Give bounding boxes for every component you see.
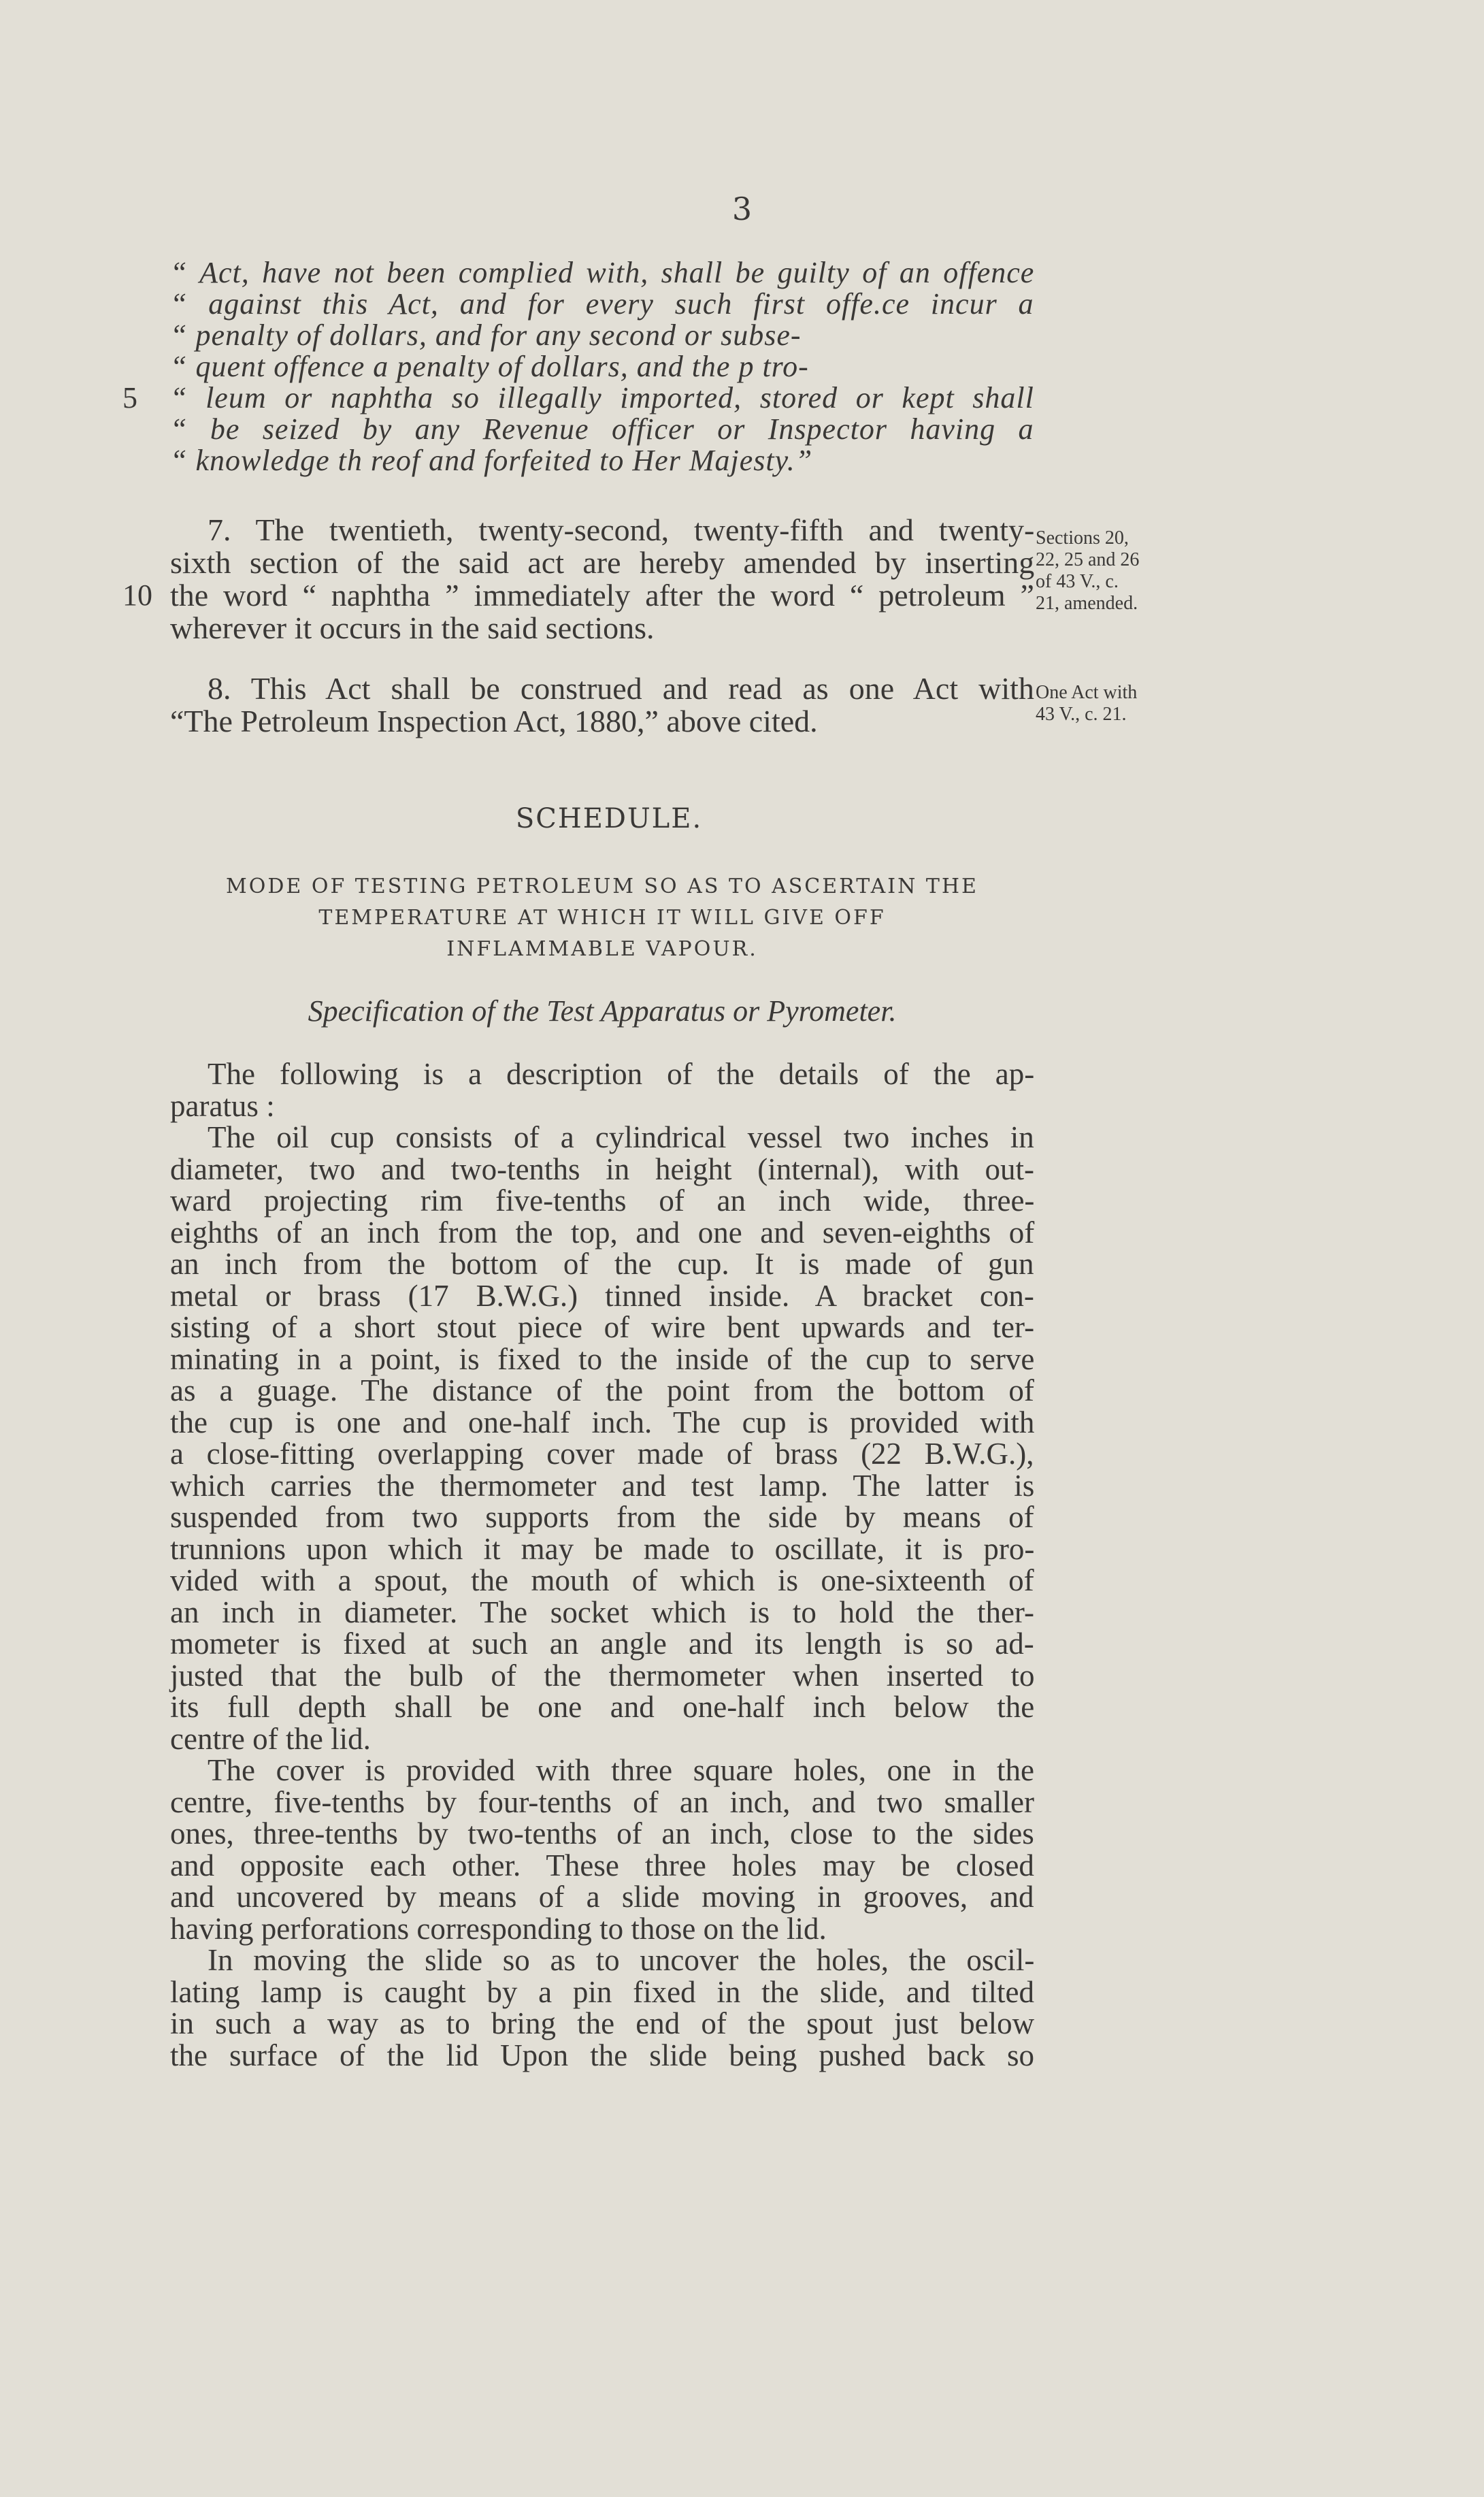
body-line: [170, 2008, 1034, 2040]
body-line: [170, 1850, 1034, 1882]
line-text: “The Petroleum Inspection Act, 1880,” above cited.: [170, 704, 818, 738]
line-text: its full depth shall be one and one-half inch below the: [170, 1690, 1035, 1724]
line-text: which carries the thermometer and test lamp. The latter is: [170, 1468, 1035, 1503]
line-number: 5: [122, 381, 138, 414]
line-text: In moving the slide so as to uncover the holes, the oscil-: [208, 1943, 1035, 1977]
mode-heading-line: INFLAMMABLE VAPOUR.: [446, 937, 758, 961]
margin-note-section-8: [1036, 682, 1199, 725]
body-line: [170, 1501, 1034, 1533]
page-number: 3: [731, 191, 753, 227]
line-text: the word “ naphtha ” immediately after the word “ petroleum ”: [170, 578, 1034, 613]
quote-line: [170, 445, 1034, 476]
margin-note-line: of 43 V., c.: [1036, 571, 1119, 592]
line-text: The following is a description of the details of the ap-: [208, 1057, 1035, 1091]
quote-line: [170, 320, 1034, 351]
line-text: “ Act, have not been complied with, shall be guilty of an offence: [170, 256, 1035, 289]
body-line: [170, 1154, 1034, 1186]
margin-note-section-7: [1036, 527, 1199, 615]
body-line: [170, 1248, 1034, 1280]
line-text: and opposite each other. These three holes may be closed: [170, 1848, 1034, 1882]
section-7: [122, 512, 1035, 645]
line-text: suspended from two supports from the side by means of: [170, 1500, 1034, 1534]
line-text: an inch from the bottom of the cup. It is made of gun: [170, 1247, 1034, 1281]
line-text: “ be seized by any Revenue officer or Inspector having a: [170, 412, 1034, 446]
line-text: paratus :: [170, 1088, 275, 1123]
specification-body: [170, 1058, 1034, 2071]
body-line: [170, 1407, 1034, 1439]
specification-heading: Specification of the Test Apparatus or Pyrometer.: [308, 994, 897, 1028]
body-line: [170, 2040, 1034, 2072]
body-line: [170, 1913, 1034, 1945]
line-text: vided with a spout, the mouth of which is one-sixteenth of: [170, 1563, 1034, 1597]
quote-line: [122, 381, 1034, 414]
body-line: [170, 1185, 1034, 1217]
section-7-line: [170, 612, 1034, 644]
line-text: centre, five-tenths by four-tenths of an inch, and two smaller: [170, 1784, 1034, 1819]
body-line: [170, 1438, 1034, 1470]
line-text: wherever it occurs in the said sections.: [170, 610, 655, 645]
line-text: 8. This Act shall be construed and read as one Act with: [208, 671, 1034, 706]
line-text: “ leum or naphtha so illegally imported, stored or kept shall: [170, 381, 1034, 414]
line-text: 7. The twentieth, twenty-second, twenty-fifth and twenty-: [208, 512, 1035, 547]
margin-note-line: 22, 25 and 26: [1036, 549, 1140, 570]
body-line: [170, 1691, 1034, 1723]
line-text: having perforations corresponding to those on the lid.: [170, 1911, 827, 1946]
quote-line: [170, 289, 1034, 320]
body-line: [170, 1976, 1034, 2008]
body-line: [170, 1597, 1034, 1629]
section-7-line: [170, 514, 1034, 546]
line-text: The cover is provided with three square holes, one in the: [208, 1753, 1034, 1787]
margin-note-line: 21, amended.: [1036, 593, 1138, 614]
line-text: the cup is one and one-half inch. The cup is provided with: [170, 1405, 1035, 1439]
line-text: mometer is fixed at such an angle and its length is so ad-: [170, 1627, 1034, 1661]
line-text: the surface of the lid Upon the slide being pushed back so: [170, 2038, 1034, 2072]
body-line: [170, 1090, 1034, 1122]
body-line: [170, 1628, 1034, 1660]
line-text: ward projecting rim five-tenths of an inch wide, three-: [170, 1184, 1035, 1218]
line-text: ones, three-tenths by two-tenths of an inch, close to the sides: [170, 1816, 1034, 1850]
body-line: [170, 1533, 1034, 1565]
quote-line: [170, 414, 1034, 445]
body-line: [170, 1723, 1034, 1755]
body-line: [170, 1058, 1034, 1090]
line-text: as a guage. The distance of the point from the bottom of: [170, 1373, 1034, 1407]
body-line: [170, 1375, 1034, 1407]
line-text: diameter, two and two-tenths in height (internal), with out-: [170, 1152, 1034, 1186]
body-line: [170, 1565, 1034, 1597]
schedule-heading: SCHEDULE.: [515, 803, 703, 834]
line-text: lating lamp is caught by a pin fixed in the slide, and tilted: [170, 1974, 1035, 2009]
line-text: “ penalty of dollars, and for any second or subse-: [170, 319, 802, 352]
line-text: an inch in diameter. The socket which is to hold the ther-: [170, 1595, 1035, 1629]
body-line: [170, 1944, 1034, 1976]
line-text: a close-fitting overlapping cover made of brass (22 B.W.G.),: [170, 1437, 1034, 1471]
line-text: minating in a point, is fixed to the inside of the cup to serve: [170, 1341, 1035, 1376]
line-text: The oil cup consists of a cylindrical vessel two inches in: [208, 1120, 1034, 1154]
section-8-line: [170, 705, 1034, 738]
body-line: [170, 1311, 1034, 1343]
line-text: “ quent offence a penalty of dollars, and the p tro-: [170, 350, 809, 383]
body-line: [170, 1786, 1034, 1818]
line-text: justed that the bulb of the thermometer when inserted to: [170, 1658, 1035, 1693]
line-text: eighths of an inch from the top, and one and seven-eighths of: [170, 1215, 1035, 1250]
line-text: and uncovered by means of a slide moving in grooves, and: [170, 1880, 1034, 1914]
quote-line: [170, 257, 1034, 289]
margin-note-line: Sections 20,: [1036, 527, 1129, 549]
line-number: 10: [122, 578, 152, 612]
line-text: in such a way as to bring the end of the spout just below: [170, 2006, 1035, 2040]
mode-heading-line: TEMPERATURE AT WHICH IT WILL GIVE OFF: [318, 906, 886, 930]
mode-heading: [170, 871, 1034, 965]
quoted-clause: [122, 256, 1035, 477]
section-8-line: [170, 672, 1034, 705]
body-line: [170, 1755, 1034, 1786]
body-line: [170, 1217, 1034, 1249]
body-line: [170, 1280, 1034, 1312]
line-text: sixth section of the said act are hereby amended by inserting: [170, 545, 1035, 580]
body-line: [170, 1122, 1034, 1154]
section-8: [170, 672, 1034, 738]
line-text: centre of the lid.: [170, 1721, 371, 1756]
margin-note-line: One Act with: [1036, 682, 1138, 703]
body-line: [170, 1818, 1034, 1850]
margin-note-line: 43 V., c. 21.: [1036, 704, 1127, 725]
line-text: sisting of a short stout piece of wire bent upwards and ter-: [170, 1310, 1035, 1344]
mode-heading-line: MODE OF TESTING PETROLEUM SO AS TO ASCERTAIN THE: [226, 875, 978, 898]
section-7-line: [122, 578, 1034, 613]
section-7-line: [170, 546, 1034, 579]
body-line: [170, 1881, 1034, 1913]
body-line: [170, 1470, 1034, 1502]
line-text: “ against this Act, and for every such first offe.ce incur a: [170, 287, 1034, 321]
body-line: [170, 1660, 1034, 1692]
line-text: trunnions upon which it may be made to oscillate, it is pro-: [170, 1531, 1035, 1566]
quote-line: [170, 351, 1034, 382]
body-line: [170, 1343, 1034, 1375]
line-text: “ knowledge th reof and forfeited to Her Majesty.”: [170, 444, 813, 477]
line-text: metal or brass (17 B.W.G.) tinned inside. A bracket con-: [170, 1278, 1034, 1313]
